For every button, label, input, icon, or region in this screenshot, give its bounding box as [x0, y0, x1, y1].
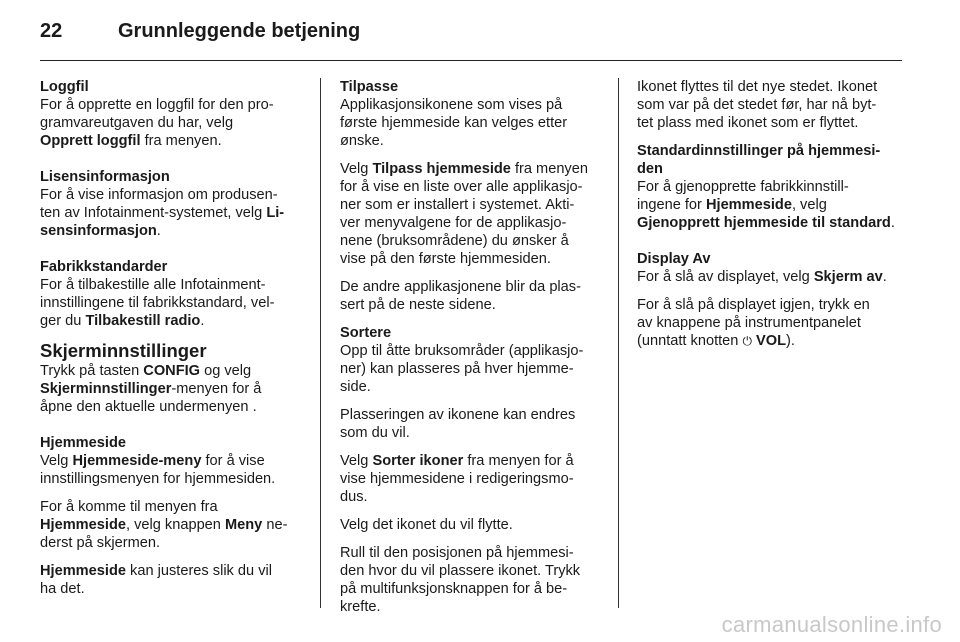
paragraph-fabrikk — [40, 276, 306, 330]
button-ref: CONFIG — [143, 363, 201, 379]
text: for å vise — [201, 453, 265, 469]
column-2 — [340, 78, 606, 626]
subheading-standard — [637, 142, 903, 178]
text: ver menyvalgene for de applikasjo- — [340, 215, 567, 231]
menu-item-ref: Skjerm av — [813, 269, 883, 285]
paragraph-rull — [340, 544, 606, 616]
text: som du vil. — [340, 425, 410, 441]
paragraph-andre — [340, 278, 606, 314]
menu-item-ref: Skjerminnstillinger — [40, 381, 172, 397]
paragraph-juster — [40, 562, 306, 598]
text: den — [637, 161, 663, 177]
column-divider — [618, 78, 619, 608]
text: gramvareutgaven du har, velg — [40, 115, 234, 131]
button-ref: Meny — [224, 517, 263, 533]
paragraph-slaa-paa — [637, 296, 903, 350]
text: vise på den første hjemmesiden. — [340, 251, 551, 267]
text: For å komme til menyen fra — [40, 499, 218, 515]
text: ha det. — [40, 581, 85, 597]
text: kan justeres slik du vil — [125, 563, 272, 579]
text: (unntatt knotten — [637, 333, 743, 349]
column-1 — [40, 78, 306, 608]
text: Velg — [340, 453, 373, 469]
watermark: carmanualsonline.info — [721, 612, 942, 637]
text: Applikasjonsikonene som vises på — [340, 97, 563, 113]
paragraph-komme — [40, 498, 306, 552]
text: Trykk på tasten — [40, 363, 144, 379]
power-icon: ⏻ — [742, 334, 752, 348]
text: For å slå på displayet igjen, trykk en — [637, 297, 870, 313]
text: Rull til den posisjonen på hjemmesi- — [340, 545, 574, 561]
column-divider — [320, 78, 321, 608]
text: fra menyen — [510, 161, 588, 177]
paragraph-sortere — [340, 342, 606, 396]
menu-item-ref: Gjenopprett hjemmeside til standard — [637, 215, 891, 231]
page-number: 22 — [40, 20, 63, 42]
text: Velg det ikonet du vil flytte. — [340, 517, 513, 533]
paragraph-plassering — [340, 406, 606, 442]
text: ne- — [262, 517, 288, 533]
text: sert på de neste sidene. — [340, 297, 496, 313]
text: tet plass med ikonet som er flyttet. — [637, 115, 859, 131]
subheading-sortere: Sortere — [340, 325, 392, 341]
text: . — [882, 269, 887, 285]
text: -menyen for å — [171, 381, 262, 397]
paragraph-skjerm — [40, 362, 306, 416]
text: . — [156, 223, 161, 239]
paragraph-lisens — [40, 186, 306, 240]
column-3 — [637, 78, 903, 360]
text: ). — [786, 333, 795, 349]
text: Ikonet flyttes til det nye stedet. Ikonet — [637, 79, 878, 95]
text: ner som er installert i systemet. Akti- — [340, 197, 575, 213]
paragraph-hjemmeside — [40, 452, 306, 488]
subheading-tilpasse: Tilpasse — [340, 79, 399, 95]
text: For å slå av displayet, velg — [637, 269, 814, 285]
text: nene (bruksområdene) du ønsker å — [340, 233, 569, 249]
text: For å gjenopprette fabrikkinnstill- — [637, 179, 849, 195]
paragraph-loggfil — [40, 96, 306, 150]
paragraph-flytte — [340, 516, 606, 534]
text: For å opprette en loggfil for den pro- — [40, 97, 274, 113]
text: ingene for — [637, 197, 706, 213]
text: fra menyen for å — [463, 453, 574, 469]
text: Opp til åtte bruksområder (applikasjo- — [340, 343, 584, 359]
text: . — [200, 313, 205, 329]
text: ner) kan plasseres på hver hjemme- — [340, 361, 574, 377]
text: åpne den aktuelle undermenyen . — [40, 399, 257, 415]
menu-item-ref: Hjemmeside — [40, 517, 126, 533]
menu-item-ref: Tilpass hjemmeside — [372, 161, 511, 177]
text: den hvor du vil plassere ikonet. Trykk — [340, 563, 581, 579]
button-ref: VOL — [756, 333, 787, 349]
subheading-hjemmeside: Hjemmeside — [40, 435, 126, 451]
menu-item-ref: Hjemmeside — [40, 563, 126, 579]
menu-item-ref: sensinformasjon — [40, 223, 157, 239]
subheading-display-av: Display Av — [637, 251, 711, 267]
paragraph-ikon-flyttes — [637, 78, 903, 132]
text: innstillingene til fabrikkstandard, vel- — [40, 295, 275, 311]
text: som var på det stedet før, har nå byt- — [637, 97, 877, 113]
text: derst på skjermen. — [40, 535, 161, 551]
paragraph-display-av — [637, 268, 903, 286]
text: vise hjemmesidene i redigeringsmo- — [340, 471, 574, 487]
text: ønske. — [340, 133, 384, 149]
subheading-lisens: Lisensinformasjon — [40, 169, 170, 185]
text: ger du — [40, 313, 86, 329]
text: . — [890, 215, 895, 231]
subheading-fabrikk: Fabrikkstandarder — [40, 259, 168, 275]
menu-item-ref: Opprett loggfil — [40, 133, 141, 149]
text: side. — [340, 379, 371, 395]
text: Plasseringen av ikonene kan endres — [340, 407, 576, 423]
text: , velg — [791, 197, 827, 213]
text: Velg — [340, 161, 373, 177]
menu-item-ref: Hjemmeside — [705, 197, 792, 213]
text: De andre applikasjonene blir da plas- — [340, 279, 581, 295]
paragraph-sorter-ikoner — [340, 452, 606, 506]
text: innstillingsmenyen for hjemmesiden. — [40, 471, 276, 487]
paragraph-tilpasse — [340, 96, 606, 150]
menu-item-ref: Tilbakestill radio — [85, 313, 201, 329]
page-title: Grunnleggende betjening — [118, 20, 361, 42]
text: på multifunksjonsknappen for å be- — [340, 581, 568, 597]
text: for å vise en liste over alle applikasjo- — [340, 179, 583, 195]
text: , velg knappen — [125, 517, 225, 533]
text: For å vise informasjon om produsen- — [40, 187, 278, 203]
text: første hjemmeside kan velges etter — [340, 115, 568, 131]
text: ten av Infotainment-systemet, velg — [40, 205, 267, 221]
text: Standardinnstillinger på hjemmesi- — [637, 143, 881, 159]
menu-item-ref: Li- — [266, 205, 285, 221]
subheading-loggfil: Loggfil — [40, 79, 89, 95]
text: og velg — [200, 363, 252, 379]
menu-item-ref: Hjemmeside-meny — [72, 453, 202, 469]
page-header — [40, 18, 902, 61]
text: krefte. — [340, 599, 381, 615]
text: For å tilbakestille alle Infotainment- — [40, 277, 266, 293]
text: Velg — [40, 453, 73, 469]
menu-item-ref: Sorter ikoner — [372, 453, 464, 469]
paragraph-standard — [637, 178, 903, 232]
paragraph-velg-tilpass — [340, 160, 606, 268]
text: dus. — [340, 489, 368, 505]
text: av knappene på instrumentpanelet — [637, 315, 861, 331]
section-title: Skjerminnstillinger — [40, 340, 207, 361]
text: fra menyen. — [140, 133, 222, 149]
